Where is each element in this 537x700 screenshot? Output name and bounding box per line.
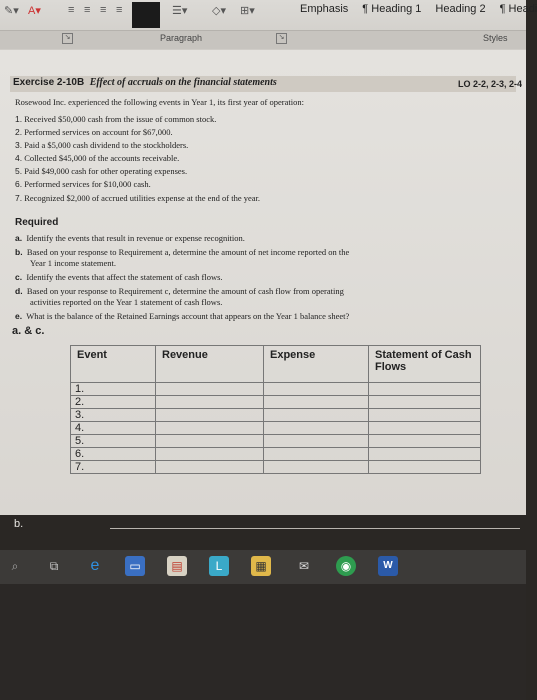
table-row bbox=[71, 409, 481, 422]
event-cell: 6. bbox=[71, 448, 156, 461]
requirement-b-cont: Year 1 income statement. bbox=[30, 258, 117, 268]
learning-objectives: LO 2-2, 2-3, 2-4 bbox=[457, 79, 522, 89]
event-cell: 1. bbox=[71, 383, 156, 396]
required-heading: Required bbox=[15, 217, 59, 228]
event-cell: 2. bbox=[71, 396, 156, 409]
cash-flow-cell[interactable] bbox=[369, 435, 481, 448]
word-ribbon bbox=[0, 0, 537, 50]
justify-icon[interactable]: ≡ bbox=[116, 4, 123, 16]
event-cell: 5. bbox=[71, 435, 156, 448]
cash-flow-cell[interactable] bbox=[369, 422, 481, 435]
expense-cell[interactable] bbox=[264, 422, 369, 435]
chrome-browser-icon[interactable]: ◉ bbox=[336, 556, 356, 576]
requirement-c: c. Identify the events that affect the statement of cash flows. bbox=[15, 272, 223, 282]
event-item: 7. Recognized $2,000 of accrued utilities expense at the end of the year. bbox=[15, 193, 261, 203]
edge-browser-icon[interactable]: e bbox=[90, 557, 100, 574]
word-app-icon[interactable]: W bbox=[378, 556, 398, 576]
font-dialog-launcher-icon[interactable]: ↘ bbox=[62, 33, 73, 44]
desk-background bbox=[0, 584, 526, 700]
col-revenue: Revenue bbox=[156, 346, 264, 383]
table-row bbox=[71, 383, 481, 396]
style-heading-2[interactable]: Heading 2 bbox=[435, 3, 486, 15]
cash-flow-cell[interactable] bbox=[369, 461, 481, 474]
event-cell: 4. bbox=[71, 422, 156, 435]
col-expense: Expense bbox=[264, 346, 369, 383]
expense-cell[interactable] bbox=[264, 409, 369, 422]
cash-flow-cell[interactable] bbox=[369, 448, 481, 461]
answer-b-input-line[interactable] bbox=[110, 528, 520, 529]
event-item: 4. Collected $45,000 of the accounts receivable. bbox=[15, 153, 180, 163]
col-event: Event bbox=[71, 346, 156, 383]
exercise-title bbox=[13, 77, 277, 88]
align-center-icon[interactable]: ≡ bbox=[84, 4, 91, 16]
requirement-b: b. Based on your response to Requirement a, determine the amount of net income reported on the bbox=[15, 247, 350, 257]
table-row bbox=[71, 435, 481, 448]
paragraph-dialog-launcher-icon[interactable]: ↘ bbox=[276, 33, 287, 44]
event-item: 3. Paid a $5,000 cash dividend to the stockholders. bbox=[15, 140, 189, 150]
revenue-cell[interactable] bbox=[156, 461, 264, 474]
task-view-icon[interactable]: ⧉ bbox=[49, 559, 59, 573]
styles-gallery bbox=[300, 3, 537, 19]
table-row bbox=[71, 448, 481, 461]
table-row bbox=[71, 461, 481, 474]
requirement-d: d. Based on your response to Requirement c, determine the amount of cash flow from operating bbox=[15, 286, 344, 296]
paragraph-group-label: Paragraph bbox=[160, 33, 203, 43]
app-tile-icon[interactable]: L bbox=[209, 556, 229, 576]
align-left-icon[interactable]: ≡ bbox=[68, 4, 75, 16]
revenue-cell[interactable] bbox=[156, 435, 264, 448]
file-explorer-icon[interactable]: ▭ bbox=[125, 556, 145, 576]
expense-cell[interactable] bbox=[264, 396, 369, 409]
revenue-cell[interactable] bbox=[156, 396, 264, 409]
style-heading-3[interactable]: ¶ Headi bbox=[499, 3, 537, 15]
revenue-cell[interactable] bbox=[156, 422, 264, 435]
table-row bbox=[71, 396, 481, 409]
store-icon[interactable]: ▤ bbox=[167, 556, 187, 576]
requirement-a: a. Identify the events that result in revenue or expense recognition. bbox=[15, 233, 245, 243]
search-icon[interactable]: ⌕ bbox=[11, 559, 19, 573]
align-right-icon[interactable]: ≡ bbox=[100, 4, 107, 16]
styles-group-label: Styles bbox=[483, 33, 508, 43]
expense-cell[interactable] bbox=[264, 448, 369, 461]
exercise-topic: Effect of accruals on the financial statements bbox=[89, 77, 277, 88]
answer-table bbox=[70, 345, 481, 474]
event-item: 1. Received $50,000 cash from the issue of common stock. bbox=[15, 114, 217, 124]
table-row bbox=[71, 422, 481, 435]
event-item: 6. Performed services for $10,000 cash. bbox=[15, 179, 151, 189]
event-cell: 3. bbox=[71, 409, 156, 422]
exercise-intro: Rosewood Inc. experienced the following events in Year 1, its first year of operation: bbox=[15, 97, 304, 107]
expense-cell[interactable] bbox=[264, 461, 369, 474]
revenue-cell[interactable] bbox=[156, 409, 264, 422]
mail-icon[interactable]: ✉ bbox=[298, 559, 310, 573]
requirement-d-cont: activities reported on the Year 1 statement of cash flows. bbox=[30, 297, 223, 307]
answer-b-label: b. bbox=[14, 518, 24, 530]
cash-flow-cell[interactable] bbox=[369, 409, 481, 422]
event-cell: 7. bbox=[71, 461, 156, 474]
line-spacing-icon[interactable]: ☰▾ bbox=[172, 5, 188, 17]
calendar-icon[interactable]: ▦ bbox=[251, 556, 271, 576]
answer-table-header bbox=[71, 346, 481, 383]
style-heading-1[interactable]: ¶ Heading 1 bbox=[362, 3, 422, 15]
requirement-e: e. What is the balance of the Retained Earnings account that appears on the Year 1 balance sheet? bbox=[15, 311, 350, 321]
event-item: 2. Performed services on account for $67,000. bbox=[15, 127, 173, 137]
revenue-cell[interactable] bbox=[156, 383, 264, 396]
style-emphasis[interactable]: Emphasis bbox=[300, 3, 349, 15]
cash-flow-cell[interactable] bbox=[369, 396, 481, 409]
font-color-icon[interactable]: A▾ bbox=[28, 5, 41, 17]
answer-ac-label: a. & c. bbox=[12, 325, 45, 337]
expense-cell[interactable] bbox=[264, 435, 369, 448]
exercise-number: Exercise 2-10B bbox=[13, 77, 85, 88]
expense-cell[interactable] bbox=[264, 383, 369, 396]
revenue-cell[interactable] bbox=[156, 448, 264, 461]
style-gallery-swatch[interactable] bbox=[132, 2, 160, 28]
event-item: 5. Paid $49,000 cash for other operating expenses. bbox=[15, 166, 188, 176]
cash-flow-cell[interactable] bbox=[369, 383, 481, 396]
ribbon-group-bar bbox=[0, 30, 526, 49]
shading-icon[interactable]: ◇▾ bbox=[212, 5, 226, 17]
borders-icon[interactable]: ⊞▾ bbox=[240, 5, 255, 17]
col-cash-flows: Statement of Cash Flows bbox=[369, 346, 481, 383]
highlight-color-icon[interactable]: ✎▾ bbox=[4, 5, 19, 17]
